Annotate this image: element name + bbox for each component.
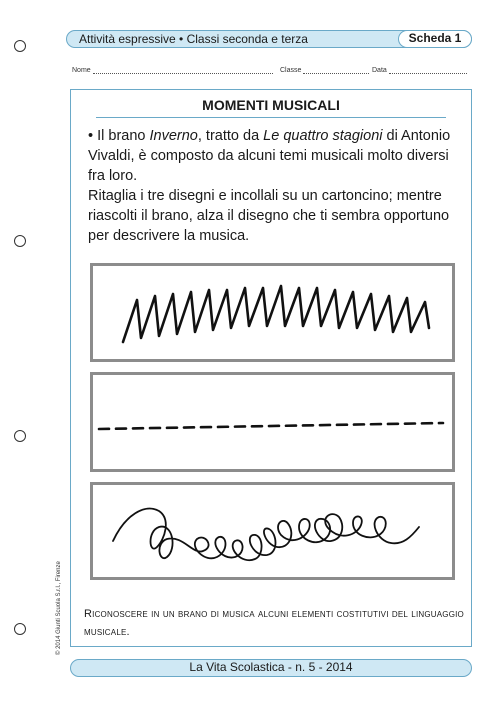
dashed-line-drawing [93,375,452,469]
class-line[interactable] [303,67,369,74]
task-paragraph: Ritaglia i tre disegni e incollali su un cartoncino; mentre riascolti il brano, alza il disegno che ti sembra opportuno per descrivere la musica. [88,188,450,244]
bullet-icon: • [88,128,94,144]
date-label: Data [372,67,387,74]
punch-hole-top [14,40,26,52]
intro-paragraph: • Il brano Inverno, tratto da Le quattro stagioni di Antonio Vivaldi, è composto da alcuni temi musicali molto diversi fra loro. [88,128,451,184]
drawing-panel-loops[interactable] [90,482,455,580]
name-field[interactable] [72,67,273,74]
header-title: Attività espressive • Classi seconda e terza [79,32,308,46]
zigzag-drawing [93,266,452,359]
worksheet-title: MOMENTI MUSICALI [202,97,340,113]
instructions [88,126,460,246]
work-title-quattro-stagioni: Le quattro stagioni [263,128,383,144]
work-title-inverno: Inverno [149,128,198,144]
class-field[interactable] [280,67,369,74]
learning-objective: Riconoscere in un brano di musica alcuni elementi costitutivi del linguaggio musicale. [84,608,464,638]
name-line[interactable] [93,67,273,74]
footer-bar: La Vita Scolastica - n. 5 - 2014 [70,659,472,677]
student-fields [72,67,472,79]
scheda-tab: Scheda 1 [398,30,472,48]
loops-drawing [93,485,452,577]
title-underline [96,117,446,118]
name-label: Nome [72,67,91,74]
class-label: Classe [280,67,302,74]
drawing-panel-dashed[interactable] [90,372,455,472]
punch-hole-lower-middle [14,430,26,442]
date-line[interactable] [389,67,467,74]
punch-hole-upper-middle [14,235,26,247]
date-field[interactable] [372,67,467,74]
punch-hole-bottom [14,623,26,635]
copyright-notice: © 2014 Giunti Scuola S.r.l., Firenze [56,561,62,655]
drawing-panel-zigzag[interactable] [90,263,455,362]
